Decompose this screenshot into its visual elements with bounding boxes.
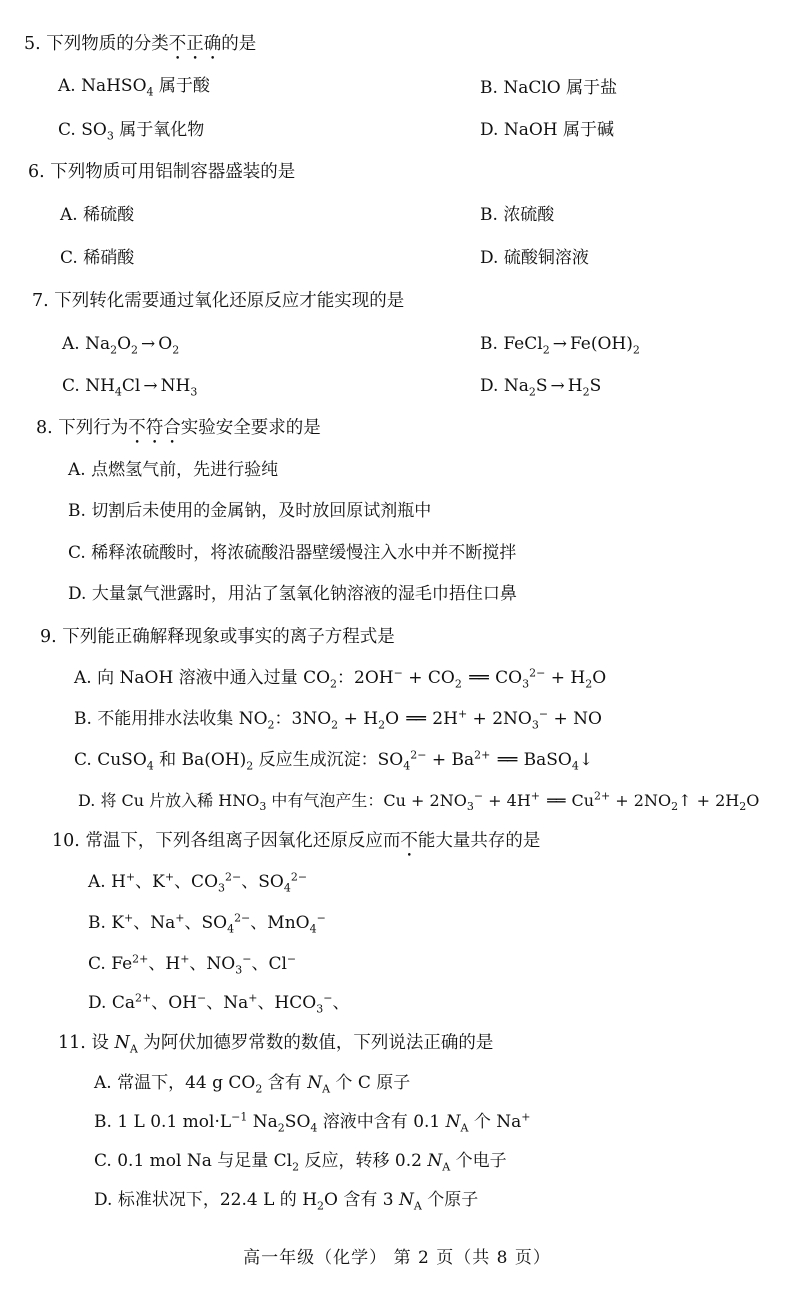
option-text: 稀硫酸 bbox=[83, 205, 135, 225]
question-7-option-d: D. $Na_2S \to H_2S$ bbox=[480, 376, 602, 399]
question-7-option-b: B. FeCl$_2$ → $Fe(OH)_2$ bbox=[480, 334, 640, 357]
question-11-option-a: A. 常温下，44 g $CO_2$ 含有 $N_A$ 个 C 原子 bbox=[94, 1073, 411, 1096]
question-10-option-b: B. K+、Na+、$SO_4^{2-}$、MnO$_4$− bbox=[88, 911, 326, 936]
question-9-option-b: B. 不能用排水法收集 $NO_2$：$3NO_2 + H_2O$ ══ $2H^+ + 2NO_3^-$ + NO bbox=[74, 707, 602, 732]
question-5-option-b: B. NaClO 属于盐 bbox=[480, 78, 618, 98]
option-label: C. bbox=[68, 543, 86, 563]
option-label: A. bbox=[60, 205, 78, 225]
option-label: B. bbox=[94, 1112, 112, 1132]
question-11-option-b: B. 1 L 0.1 $mol\cdot L^{-1}$ $Na_2SO_4$ 溶液中含有 0.1 $N_A$ 个 Na+ bbox=[94, 1110, 531, 1135]
option-label: C. bbox=[62, 376, 80, 396]
question-9-option-c: C. CuSO$_4$ 和 $Ba(OH)_2$ 反应生成沉淀：$SO_4^{2-} + Ba^{2+}$ ══ BaSO$_4$↓ bbox=[74, 748, 594, 773]
option-label: D. bbox=[78, 791, 96, 810]
question-number: 8. bbox=[36, 418, 53, 438]
question-6-option-c bbox=[60, 246, 134, 270]
option-label: D. bbox=[94, 1190, 113, 1210]
option-label: D. bbox=[480, 120, 499, 140]
question-number: 10. bbox=[52, 831, 80, 851]
option-label: C. bbox=[94, 1151, 112, 1171]
stem-emphasis: 不 bbox=[400, 831, 418, 851]
question-9-stem bbox=[40, 625, 395, 649]
option-label: A. bbox=[74, 668, 92, 688]
option-label: D. bbox=[88, 993, 107, 1013]
option-text: 浓硫酸 bbox=[503, 205, 555, 225]
option-label: C. bbox=[88, 954, 106, 974]
stem-emphasis: 不正确 bbox=[168, 34, 222, 54]
stem-text: 下列行为 bbox=[58, 418, 129, 438]
question-number: 11. bbox=[58, 1033, 86, 1053]
option-text: 大量氯气泄露时，用沾了氢氧化钠溶液的湿毛巾捂住口鼻 bbox=[91, 584, 517, 604]
question-11-option-c: C. 0.1 mol Na 与足量 $Cl_2$ 反应，转移 0.2 $N_A$ 个电子 bbox=[94, 1151, 507, 1174]
option-label: B. bbox=[480, 205, 498, 225]
option-text: 点燃氢气前，先进行验纯 bbox=[91, 460, 279, 480]
stem-text: 下列转化需要通过氧化还原反应才能实现的是 bbox=[54, 291, 405, 311]
option-label: C. bbox=[58, 120, 76, 140]
option-label: A. bbox=[88, 872, 106, 892]
option-label: C. bbox=[74, 750, 92, 770]
question-8-option-d bbox=[68, 582, 517, 606]
stem-text: 能大量共存的是 bbox=[417, 831, 541, 851]
question-number: 7. bbox=[32, 291, 49, 311]
question-number: 9. bbox=[40, 627, 57, 647]
option-text: 切割后未使用的金属钠，及时放回原试剂瓶中 bbox=[91, 501, 432, 521]
question-6-option-d bbox=[480, 246, 589, 270]
option-label: B. bbox=[480, 78, 498, 98]
option-text: 稀硝酸 bbox=[83, 248, 135, 268]
stem-emphasis: 不符合 bbox=[128, 418, 181, 438]
option-label: D. bbox=[68, 584, 87, 604]
question-10-stem bbox=[52, 829, 540, 861]
question-9-option-d: D. 将 Cu 片放入稀 $HNO_3$ 中有气泡产生：$Cu + 2NO_3^- + 4H^+$ ══ $Cu^{2+}$ + $2NO_2↑ + 2H_2O$ bbox=[78, 789, 760, 814]
question-11-option-d: D. 标准状况下，22.4 L 的 $H_2O$ 含有 3 $N_A$ 个原子 bbox=[94, 1190, 479, 1213]
question-5-option-d: D. NaOH 属于碱 bbox=[480, 120, 615, 140]
question-8-stem bbox=[36, 416, 321, 448]
option-label: A. bbox=[94, 1073, 112, 1093]
question-number: 5. bbox=[24, 34, 41, 54]
question-10-option-a: A. H+、K+、$CO_3^{2-}$、$SO_4^{2-}$ bbox=[88, 870, 308, 895]
option-label: A. bbox=[58, 76, 76, 96]
option-label: B. bbox=[88, 913, 106, 933]
option-label: B. bbox=[68, 501, 86, 521]
question-6-option-a bbox=[60, 203, 134, 227]
option-label: C. bbox=[60, 248, 78, 268]
stem-text: 的是 bbox=[221, 34, 257, 54]
question-5-option-c: C. $SO_3$ 属于氧化物 bbox=[58, 120, 205, 143]
question-11-stem bbox=[58, 1031, 493, 1055]
option-text: 硫酸铜溶液 bbox=[503, 248, 589, 268]
question-5-stem bbox=[24, 32, 256, 64]
question-10-option-c: C. $Fe^{2+}$、H+、$NO_3^-$、Cl− bbox=[88, 952, 297, 977]
stem-text: 下列物质可用铝制容器盛装的是 bbox=[50, 162, 296, 182]
option-label: B. bbox=[74, 709, 92, 729]
stem-text: 下列能正确解释现象或事实的离子方程式是 bbox=[62, 627, 395, 647]
question-6-stem bbox=[28, 160, 295, 184]
question-5-option-a: A. NaHSO$_4$ 属于酸 bbox=[58, 76, 210, 99]
stem-text: 下列物质的分类 bbox=[46, 34, 169, 54]
stem-text: 常温下，下列各组离子因氧化还原反应而 bbox=[85, 831, 401, 851]
stem-text: 设 $N_A$ 为阿伏加德罗常数的数值，下列说法正确的是 bbox=[91, 1033, 494, 1056]
question-8-option-b bbox=[68, 499, 431, 523]
question-number: 6. bbox=[28, 162, 45, 182]
question-8-option-a bbox=[68, 458, 278, 482]
option-label: D. bbox=[480, 248, 499, 268]
stem-text: 实验安全要求的是 bbox=[180, 418, 321, 438]
option-label: A. bbox=[62, 334, 80, 354]
option-text: 稀释浓硫酸时，将浓硫酸沿器壁缓慢注入水中并不断搅拌 bbox=[91, 543, 517, 563]
question-7-stem bbox=[32, 289, 404, 313]
question-8-option-c bbox=[68, 541, 516, 565]
question-7-option-a: A. $Na_2O_2 \to O_2$ bbox=[62, 334, 180, 357]
page-footer: 高一年级（化学） 第 2 页（共 8 页） bbox=[243, 1248, 551, 1268]
question-9-option-a: A. 向 NaOH 溶液中通入过量 $CO_2$：$2OH^- + CO_2$ ══ $CO_3^{2-} + H_2O$ bbox=[74, 666, 607, 691]
question-10-option-d: D. $Ca^{2+}$、OH−、Na+、$HCO_3^-$、 bbox=[88, 991, 350, 1016]
option-label: D. bbox=[480, 376, 499, 396]
option-label: A. bbox=[68, 460, 86, 480]
question-6-option-b bbox=[480, 203, 554, 227]
question-7-option-c: C. $NH_4Cl \to NH_3$ bbox=[62, 376, 198, 399]
option-label: B. bbox=[480, 334, 498, 354]
